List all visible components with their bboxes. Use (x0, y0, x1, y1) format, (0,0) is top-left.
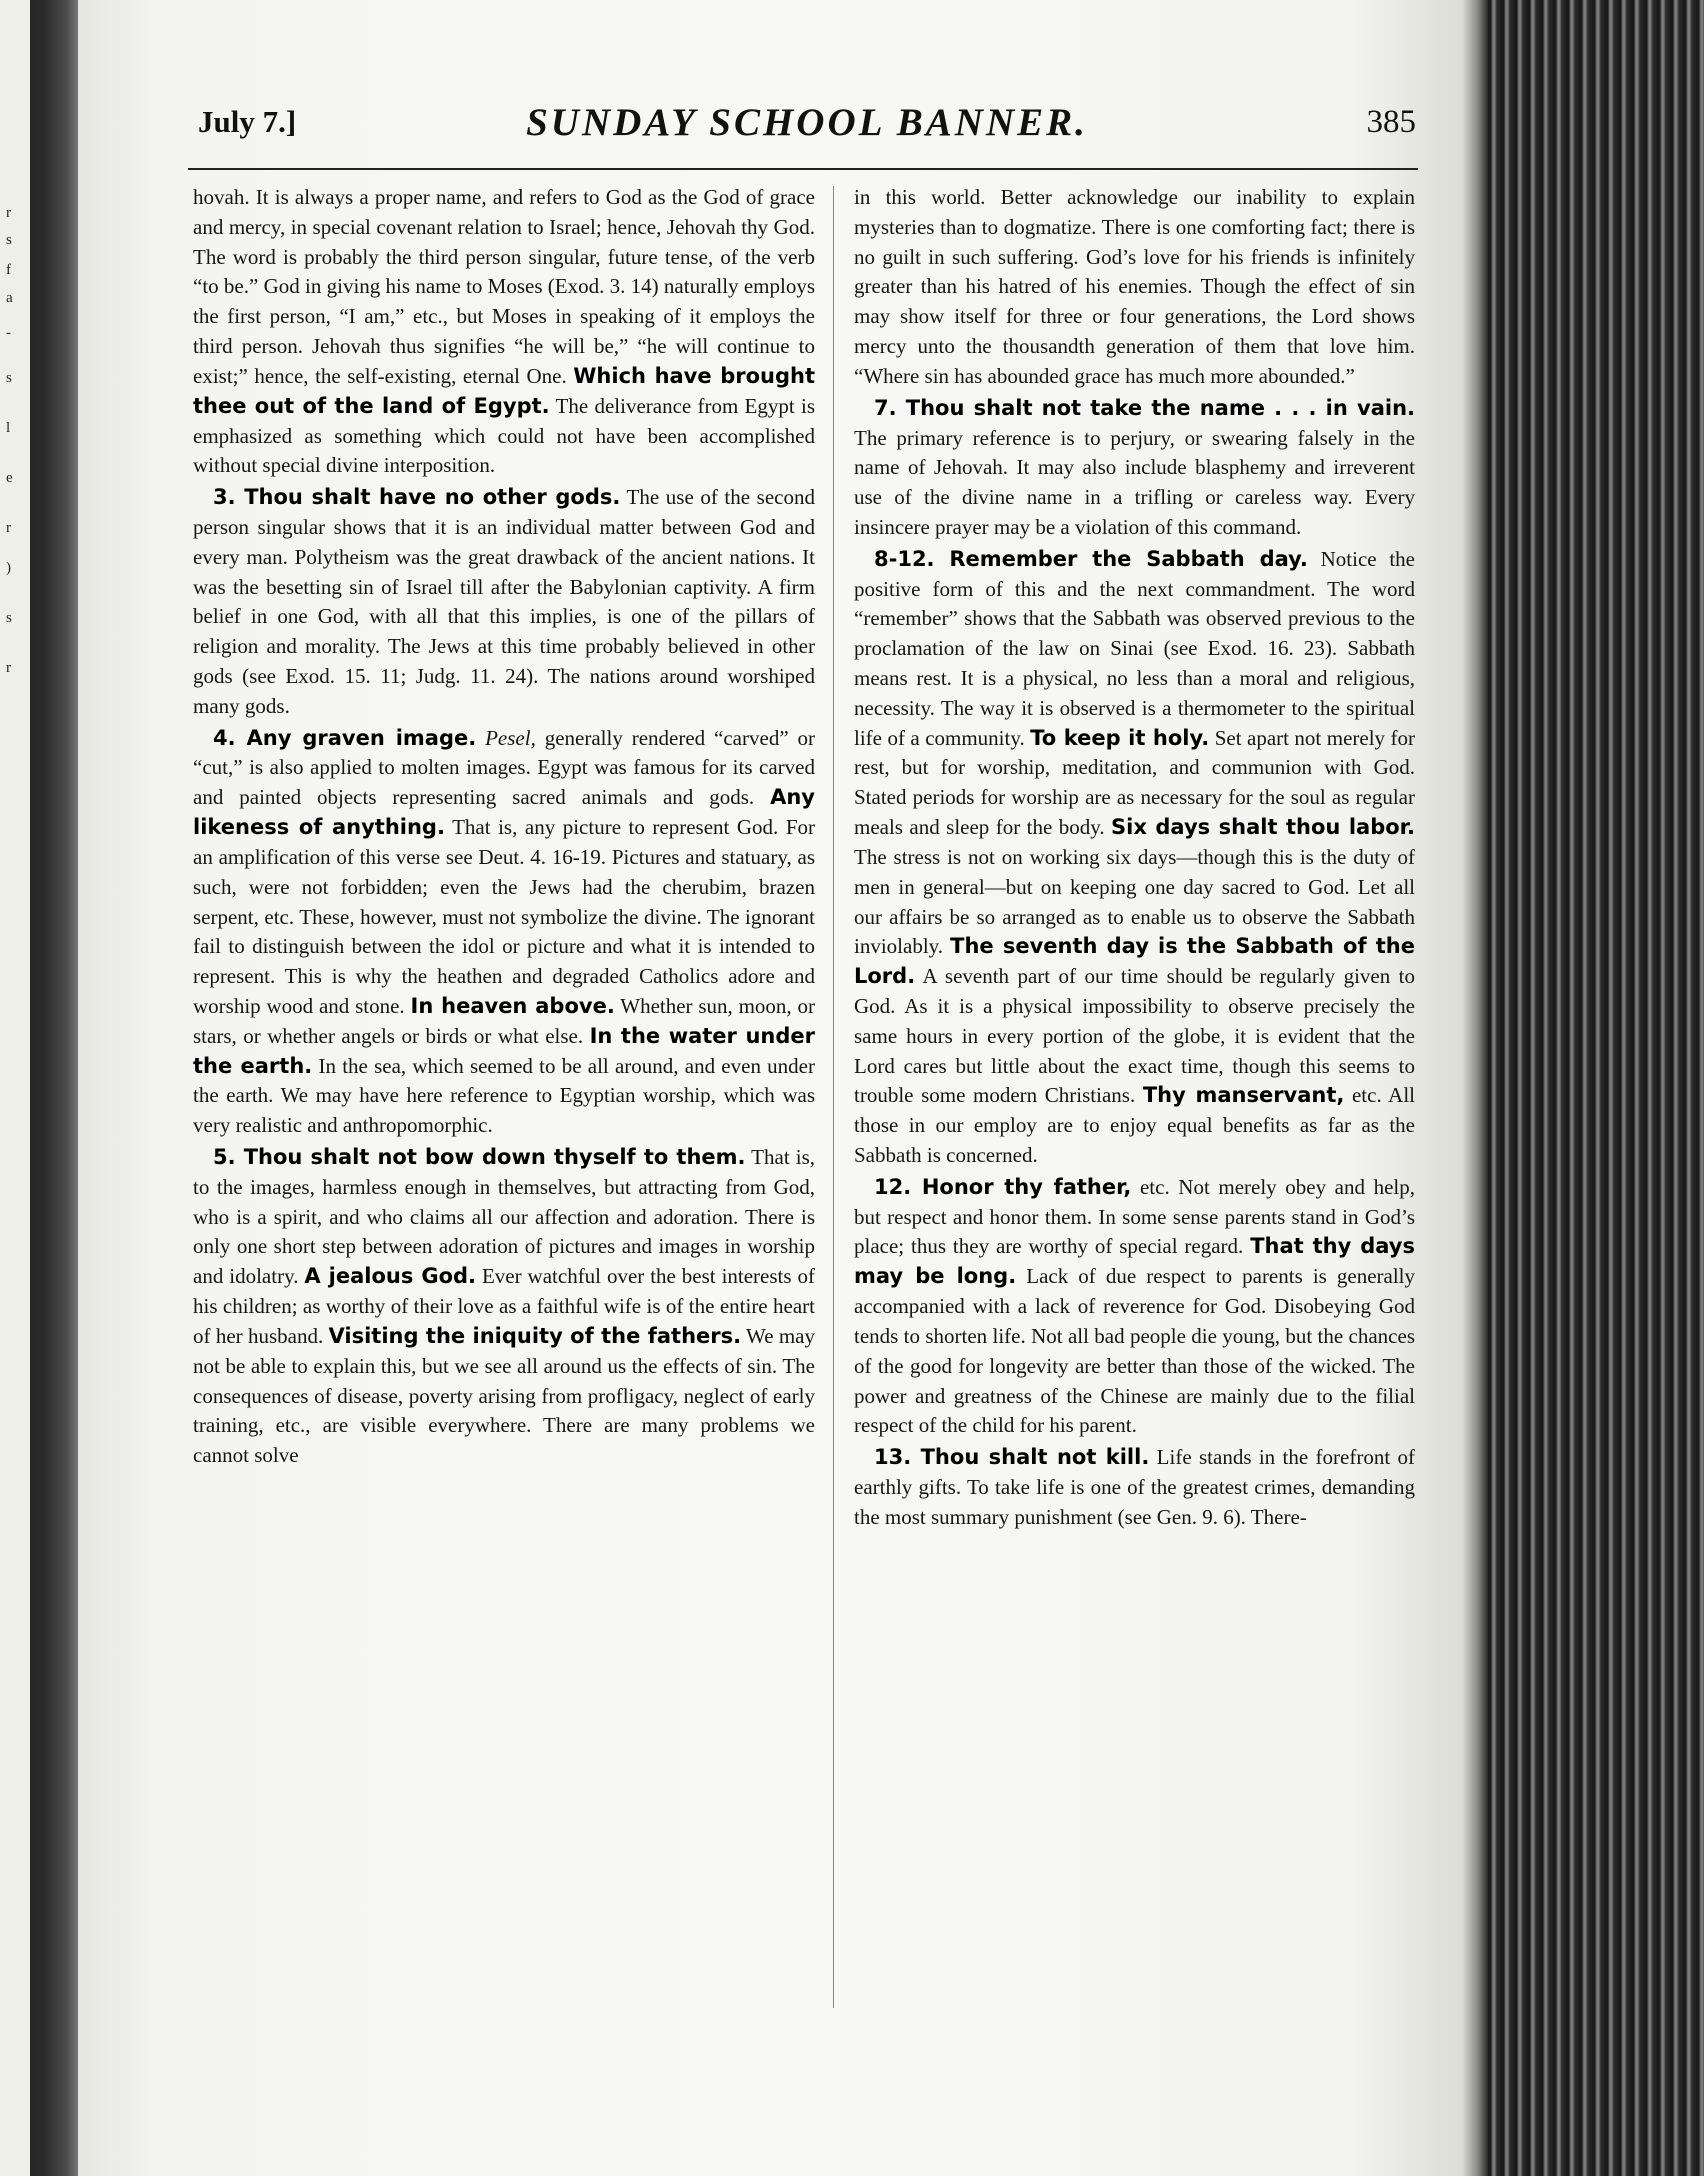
bold-heading: Any likeness of anything. (193, 785, 815, 840)
bold-heading: Which have brought thee out of the land of Egypt. (193, 363, 815, 418)
bold-heading: The seventh day is the Sabbath of the Lord. (854, 934, 1415, 989)
body-text: Notice the positive form of this and the next commandment. The word “remember” shows that the Sabbath was observed previous to the proclamation of the law on Sinai (see Exod. 16. 23). Sabbath means rest. It is a physical, no less than a moral and religious, necessity. The way it is observed is a thermometer to the spiritual life of a community. (854, 546, 1416, 750)
paragraph (193, 483, 815, 722)
bold-heading: 13. Thou shalt not kill. (874, 1445, 1150, 1470)
edge-glyph: ) (6, 560, 11, 576)
body-text: hovah. It is always a proper name, and refers to God as the God of grace and mercy, in special covenant relation to Israel; hence, Jehovah thy God. The word is probably the third person singular, future tense, of the verb “to be.” God in giving his name to Moses (Exod. 3. 14) naturally employs the first person, “I am,” etc., but Moses in speaking of it employs the third person. Jehovah thus signifies “he will be,” “he will continue to exist;” hence, the self-existing, eternal One. (193, 185, 815, 388)
bold-heading: 8-12. Remember the Sabbath day. (874, 546, 1308, 571)
edge-glyph: a (6, 290, 13, 306)
edge-glyph: s (6, 370, 12, 386)
body-text: Ever watchful over the best interests of his children; as worthy of their love as a faithful wife is of the entire heart of her husband. (193, 1264, 815, 1348)
previous-page-edge (0, 0, 30, 2176)
body-text: The primary reference is to perjury, or swearing falsely in the name of Jehovah. It may also include blasphemy and irreverent use of the divine name in a trifling or careless way. Every insincere prayer may be a violation of this command. (854, 425, 1415, 539)
bold-heading: 5. Thou shalt not bow down thyself to them. (213, 1145, 746, 1169)
paragraph (193, 1143, 815, 1471)
bold-heading: Visiting the iniquity of the fathers. (328, 1323, 742, 1348)
body-text: Lack of due respect to parents is generally accompanied with a lack of reverence for God. Disobeying God tends to shorten life. Not all bad people die young, but the chances of the good for longevity are better than those of the wicked. The power and greatness of the Chinese are mainly due to the filial respect of the child for his parent. (854, 1264, 1416, 1438)
right-column (854, 183, 1415, 1533)
page-stack-edge (1462, 0, 1704, 2176)
bold-heading: 7. Thou shalt not take the name . . . in vain. (874, 395, 1415, 420)
body-text: Set apart not merely for rest, but for worship, meditation, and communion with God. Stated periods for worship are as necessary for the soul as regular meals and sleep for the body. (854, 725, 1415, 840)
edge-glyph: f (6, 262, 11, 278)
bold-heading: Six days shalt thou labor. (1111, 815, 1416, 840)
left-column (193, 183, 815, 1471)
edge-glyph: l (6, 420, 11, 436)
body-text: The use of the second person singular shows that it is an individual matter between God and every man. Polytheism was the great drawback of the ancient nations. It was the besetting sin of Israel till after the Babylonian captivity. A firm belief in one God, with all that this implies, is one of the pillars of religion and morality. The Jews at this time probably believed in other gods (see Exod. 15. 11; Judg. 11. 24). The nations around worshiped many gods. (193, 485, 815, 718)
body-text: Life stands in the forefront of earthly gifts. To take life is one of the greatest crimes, demanding the most summary punishment (see Gen. 9. 6). There- (854, 1445, 1415, 1529)
paragraph (854, 394, 1415, 543)
body-text: The stress is not on working six days—though this is the duty of men in general—but on keeping one day sacred to God. Let all our affairs be so arranged as to enable us to observe the Sabbath inviolably. (854, 844, 1415, 959)
body-text: That is, to the images, harmless enough in themselves, but attracting from God, who is a spirit, and who claims all our affection and adoration. There is only one short step between adoration of pictures and images in worship and idolatry. (193, 1145, 815, 1289)
paragraph (854, 545, 1415, 1171)
running-header (198, 100, 1416, 156)
body-text: etc. Not merely obey and help, but respect and honor them. In some sense parents stand in God’s place; thus they are worthy of special regard. (854, 1174, 1416, 1259)
bold-heading: In the water under the earth. (193, 1023, 815, 1078)
body-text: A seventh part of our time should be regularly given to God. As it is a physical impossibility to observe precisely the same hours in every portion of the globe, it is evident that the Lord cares but little about the exact time, though this seems to trouble some modern Christians. (854, 964, 1415, 1108)
body-text: That is, any picture to represent God. For an amplification of this verse see Deut. 4. 16-19. Pictures and statuary, as such, were not forbidden; even the Jews had the cherubim, brazen serpent, etc. These, however, must not symbolize the divine. The ignorant fail to distinguish between the idol or picture and what it is intended to represent. This is why the heathen and degraded Catholics adore and worship wood and stone. (193, 815, 815, 1018)
edge-glyph: - (6, 325, 11, 341)
book-page (78, 0, 1464, 2176)
bold-heading: That thy days may be long. (854, 1234, 1415, 1289)
body-text: In the sea, which seemed to be all around, and even under the earth. We may have here reference to Egyptian worship, which was very realistic and anthropomorphic. (193, 1053, 815, 1138)
body-text: generally rendered “carved” or “cut,” is also applied to molten images. Egypt was famous for its carved and painted objects representing sacred animals and gods. (193, 725, 815, 810)
bold-heading: 12. Honor thy father, (874, 1174, 1132, 1199)
body-text: in this world. Better acknowledge our inability to explain mysteries than to dogmatize. There is one comforting fact; there is no guilt in such suffering. God’s love for his friends is infinitely greater than his hatred of his enemies. Though the effect of sin may show itself for three or four generations, the Lord shows mercy unto the thousandth generation of them that love him. “Where sin has abounded grace has much more abounded.” (854, 185, 1415, 388)
paragraph (193, 724, 815, 1141)
edge-glyph: r (6, 520, 11, 536)
paragraph (854, 1173, 1415, 1441)
edge-glyph: e (6, 470, 13, 486)
bold-heading: A jealous God. (304, 1264, 477, 1289)
body-text (476, 726, 485, 750)
bold-heading: 3. Thou shalt have no other gods. (213, 485, 621, 510)
header-rule (188, 168, 1418, 170)
body-text: The deliverance from Egypt is emphasized as something which could not have been accomplished without special divine interposition. (193, 393, 815, 478)
bold-heading: 4. Any graven image. (213, 725, 477, 750)
edge-glyph: s (6, 610, 12, 626)
edge-glyph: r (6, 205, 11, 221)
body-text: etc. All those in our employ are to enjoy equal benefits as far as the Sabbath is concerned. (854, 1083, 1415, 1167)
page-number: 385 (1366, 104, 1416, 140)
header-title: SUNDAY SCHOOL BANNER. (526, 101, 1088, 144)
bold-heading: Thy manservant, (1142, 1083, 1345, 1108)
bold-heading: In heaven above. (410, 993, 615, 1018)
column-divider (833, 186, 834, 2008)
edge-glyph: r (6, 660, 11, 676)
body-text: Whether sun, moon, or stars, or whether angels or birds or what else. (193, 993, 815, 1048)
body-text: We may not be able to explain this, but we see all around us the effects of sin. The consequences of disease, poverty arising from profligacy, neglect of early training, etc., are visible everywhere. There are many problems we cannot solve (193, 1323, 815, 1468)
italic-term: Pesel, (485, 725, 536, 750)
paragraph (193, 183, 815, 481)
paragraph (854, 1443, 1415, 1532)
bold-heading: To keep it holy. (1030, 725, 1210, 750)
edge-glyph: s (6, 232, 12, 248)
paragraph (854, 183, 1415, 392)
header-date: July 7.] (198, 104, 297, 139)
